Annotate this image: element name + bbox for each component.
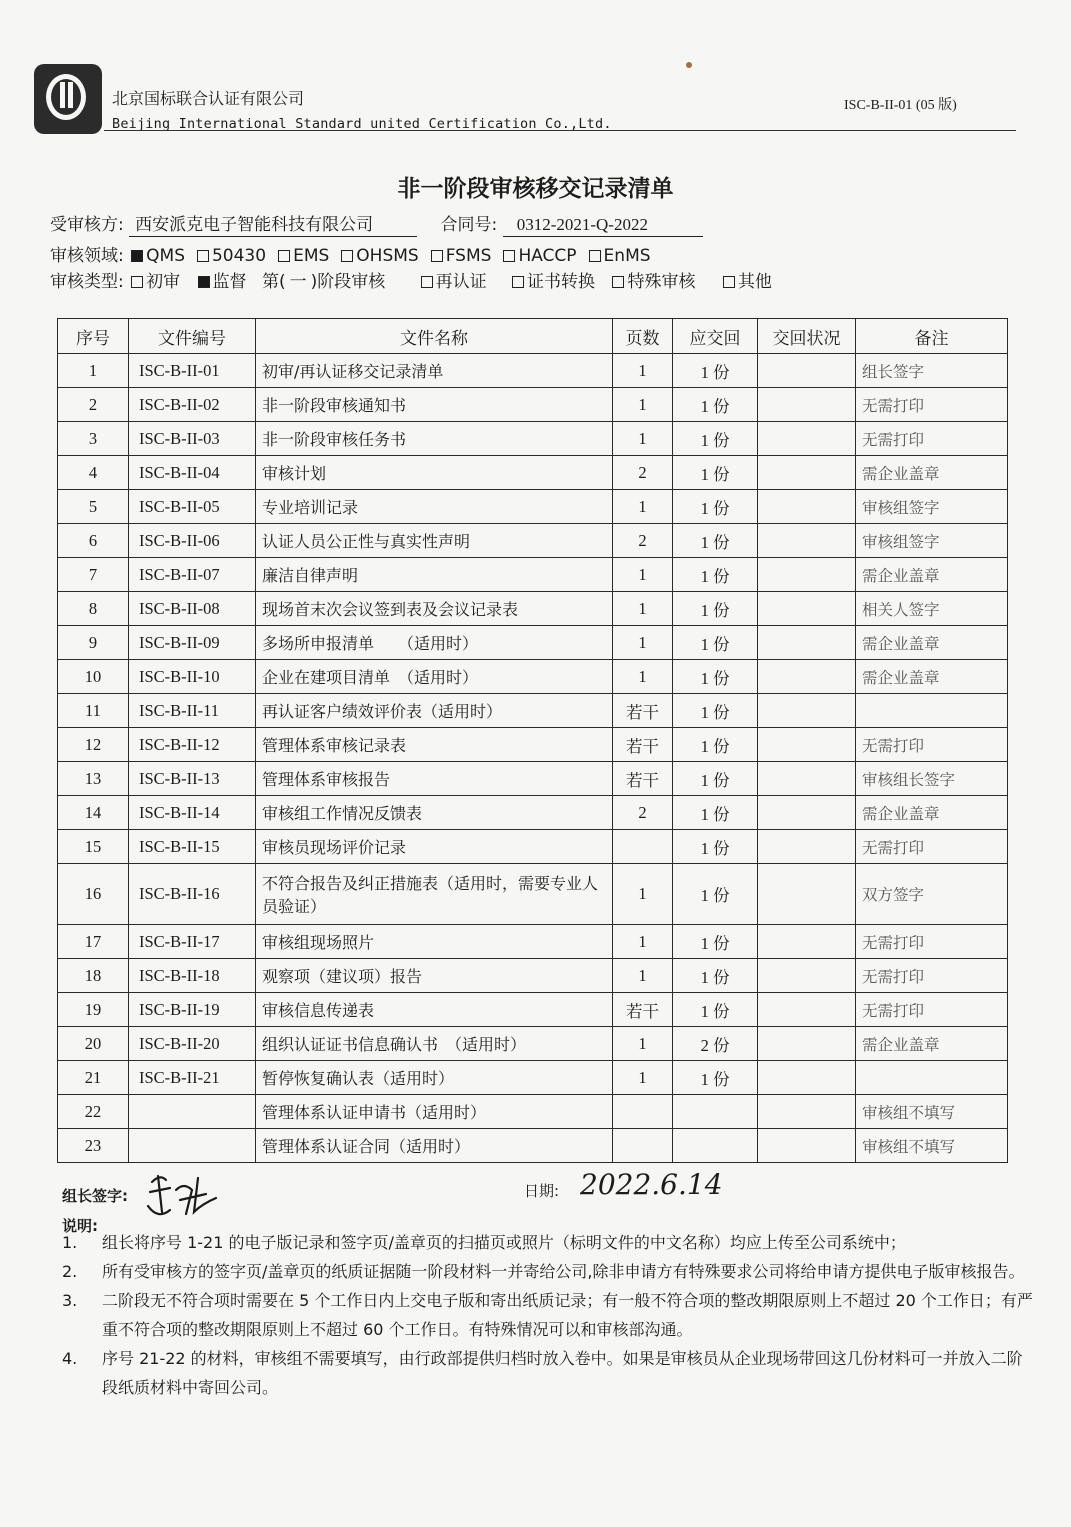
table-row xyxy=(58,864,1008,925)
cell-no: 10 xyxy=(58,660,129,694)
cell-name: 审核信息传递表 xyxy=(256,993,613,1027)
cell-status xyxy=(758,925,856,959)
cell-copies: 1 份 xyxy=(673,796,758,830)
cell-copies: 1 份 xyxy=(673,388,758,422)
cell-pages: 1 xyxy=(613,660,673,694)
cell-name: 管理体系审核记录表 xyxy=(256,728,613,762)
cell-status xyxy=(758,1027,856,1061)
cell-code: ISC-B-II-03 xyxy=(129,422,256,456)
cell-code: ISC-B-II-04 xyxy=(129,456,256,490)
other-label: 其他 xyxy=(737,272,772,292)
table-row xyxy=(58,456,1008,490)
cell-status xyxy=(758,694,856,728)
cell-name: 再认证客户绩效评价表（适用时） xyxy=(256,694,613,728)
cell-copies: 1 份 xyxy=(673,354,758,388)
cell-status xyxy=(758,959,856,993)
table-row xyxy=(58,558,1008,592)
cell-note: 无需打印 xyxy=(856,422,1008,456)
cell-copies: 1 份 xyxy=(673,925,758,959)
cell-note: 相关人签字 xyxy=(856,592,1008,626)
cell-name: 非一阶段审核通知书 xyxy=(256,388,613,422)
cell-pages: 1 xyxy=(613,558,673,592)
cell-status xyxy=(758,993,856,1027)
cell-pages: 若干 xyxy=(613,694,673,728)
cell-code: ISC-B-II-14 xyxy=(129,796,256,830)
domain-checkbox-ohsms[interactable] xyxy=(341,250,353,262)
cell-note: 无需打印 xyxy=(856,728,1008,762)
cell-copies: 1 份 xyxy=(673,524,758,558)
header-no: 序号 xyxy=(58,319,129,354)
cell-name: 专业培训记录 xyxy=(256,490,613,524)
domain-checkbox-qms[interactable] xyxy=(131,250,143,262)
cell-pages: 1 xyxy=(613,592,673,626)
cell-note: 审核组签字 xyxy=(856,524,1008,558)
cell-pages: 2 xyxy=(613,524,673,558)
domain-label-haccp: HACCP xyxy=(518,246,577,266)
cell-no: 18 xyxy=(58,959,129,993)
note-text: 二阶段无不符合项时需要在 5 个工作日内上交电子版和寄出纸质记录；有一般不符合项的整改期限原则上不超过 20 个工作日；有严重不符合项的整改期限原则上不超过 60 个工作日。有特殊情况可以和审核部沟通。 xyxy=(102,1291,1033,1339)
table-row xyxy=(58,925,1008,959)
cell-code: ISC-B-II-10 xyxy=(129,660,256,694)
cell-pages: 1 xyxy=(613,626,673,660)
leader-sign-label: 组长签字: xyxy=(62,1187,128,1205)
cell-status xyxy=(758,524,856,558)
domain-option-qms xyxy=(129,246,185,266)
cell-copies: 1 份 xyxy=(673,592,758,626)
header-note: 备注 xyxy=(856,319,1008,354)
table-row xyxy=(58,993,1008,1027)
cell-copies: 1 份 xyxy=(673,456,758,490)
domain-options xyxy=(129,246,660,266)
company-name-cn: 北京国标联合认证有限公司 xyxy=(112,89,305,108)
cell-note: 需企业盖章 xyxy=(856,626,1008,660)
stage-number: 一 xyxy=(289,272,307,292)
cell-name: 初审/再认证移交记录清单 xyxy=(256,354,613,388)
header-pages: 页数 xyxy=(613,319,673,354)
table-row xyxy=(58,490,1008,524)
cell-no: 21 xyxy=(58,1061,129,1095)
cell-name: 组织认证证书信息确认书 （适用时） xyxy=(256,1027,613,1061)
cell-code: ISC-B-II-07 xyxy=(129,558,256,592)
cell-no: 8 xyxy=(58,592,129,626)
cell-code: ISC-B-II-17 xyxy=(129,925,256,959)
cell-no: 4 xyxy=(58,456,129,490)
table-header-row xyxy=(58,319,1008,354)
cell-name: 不符合报告及纠正措施表（适用时，需要专业人员验证） xyxy=(256,864,613,925)
cell-name: 审核员现场评价记录 xyxy=(256,830,613,864)
cell-copies: 1 份 xyxy=(673,864,758,925)
cell-status xyxy=(758,1095,856,1129)
cell-note: 需企业盖章 xyxy=(856,660,1008,694)
cell-name: 审核组工作情况反馈表 xyxy=(256,796,613,830)
cell-note: 双方签字 xyxy=(856,864,1008,925)
domain-checkbox-enms[interactable] xyxy=(589,250,601,262)
header-status: 交回状况 xyxy=(758,319,856,354)
cell-code xyxy=(129,1129,256,1163)
table-row xyxy=(58,1129,1008,1163)
notes-label: 说明: xyxy=(62,1217,98,1235)
cell-pages: 1 xyxy=(613,1061,673,1095)
table-row xyxy=(58,728,1008,762)
cell-code: ISC-B-II-15 xyxy=(129,830,256,864)
cell-name: 多场所申报清单 （适用时） xyxy=(256,626,613,660)
cell-note: 需企业盖章 xyxy=(856,558,1008,592)
type-label: 审核类型: xyxy=(50,272,124,292)
domain-label-enms: EnMS xyxy=(603,246,651,266)
cell-name: 廉洁自律声明 xyxy=(256,558,613,592)
note-text: 所有受审核方的签字页/盖章页的纸质证据随一阶段材料一并寄给公司,除非申请方有特殊要求公司将给申请方提供电子版审核报告。 xyxy=(102,1262,1025,1281)
cell-copies: 1 份 xyxy=(673,993,758,1027)
cell-note: 审核组长签字 xyxy=(856,762,1008,796)
special-audit-label: 特殊审核 xyxy=(627,272,696,292)
cell-code: ISC-B-II-09 xyxy=(129,626,256,660)
cell-name: 观察项（建议项）报告 xyxy=(256,959,613,993)
cell-copies: 1 份 xyxy=(673,694,758,728)
cell-no: 22 xyxy=(58,1095,129,1129)
note-text: 序号 21-22 的材料，审核组不需要填写，由行政部提供归档时放入卷中。如果是审核员从企业现场带回这几份材料可一并放入二阶段纸质材料中寄回公司。 xyxy=(102,1349,1023,1397)
cell-status xyxy=(758,558,856,592)
cell-no: 16 xyxy=(58,864,129,925)
transfer-label: 证书转换 xyxy=(527,272,596,292)
cell-code: ISC-B-II-02 xyxy=(129,388,256,422)
leader-signature xyxy=(140,1160,230,1230)
note-number: 4. xyxy=(62,1349,78,1368)
cell-note: 审核组签字 xyxy=(856,490,1008,524)
cell-pages: 1 xyxy=(613,388,673,422)
cell-code: ISC-B-II-18 xyxy=(129,959,256,993)
domain-option-fsms xyxy=(429,246,492,266)
domain-label-ohsms: OHSMS xyxy=(356,246,419,266)
cell-no: 1 xyxy=(58,354,129,388)
cell-status xyxy=(758,422,856,456)
domain-option-50430 xyxy=(195,246,266,266)
cell-copies: 1 份 xyxy=(673,490,758,524)
table-row xyxy=(58,959,1008,993)
cell-pages: 若干 xyxy=(613,762,673,796)
cell-no: 17 xyxy=(58,925,129,959)
cell-pages: 若干 xyxy=(613,993,673,1027)
cell-code: ISC-B-II-05 xyxy=(129,490,256,524)
cell-note xyxy=(856,694,1008,728)
table-row xyxy=(58,1027,1008,1061)
initial-checkbox[interactable] xyxy=(131,276,143,288)
ink-spot xyxy=(686,62,692,68)
table-row xyxy=(58,660,1008,694)
cell-no: 20 xyxy=(58,1027,129,1061)
cell-name: 管理体系审核报告 xyxy=(256,762,613,796)
cell-note: 需企业盖章 xyxy=(856,1027,1008,1061)
cell-status xyxy=(758,762,856,796)
domain-label-ems: EMS xyxy=(293,246,330,266)
cell-no: 7 xyxy=(58,558,129,592)
cell-note: 审核组不填写 xyxy=(856,1129,1008,1163)
cell-code: ISC-B-II-13 xyxy=(129,762,256,796)
cell-pages xyxy=(613,830,673,864)
document-code: ISC-B-II-01 (05 版) xyxy=(844,98,957,113)
cell-copies: 2 份 xyxy=(673,1027,758,1061)
note-text: 组长将序号 1-21 的电子版记录和签字页/盖章页的扫描页或照片（标明文件的中文名称）均应上传至公司系统中； xyxy=(102,1233,906,1252)
cell-code: ISC-B-II-19 xyxy=(129,993,256,1027)
cell-note: 需企业盖章 xyxy=(856,796,1008,830)
cell-status xyxy=(758,796,856,830)
cell-note: 组长签字 xyxy=(856,354,1008,388)
cell-code: ISC-B-II-01 xyxy=(129,354,256,388)
header-code: 文件编号 xyxy=(129,319,256,354)
note-item xyxy=(62,1286,1037,1344)
company-name-en: Beijing International Standard united Certification Co.,Ltd. xyxy=(112,116,612,132)
table-row xyxy=(58,762,1008,796)
cell-status xyxy=(758,1061,856,1095)
note-number: 3. xyxy=(62,1291,78,1310)
domain-checkbox-fsms[interactable] xyxy=(431,250,443,262)
cell-name: 管理体系认证申请书（适用时） xyxy=(256,1095,613,1129)
table-row xyxy=(58,1095,1008,1129)
cell-copies: 1 份 xyxy=(673,626,758,660)
other-checkbox[interactable] xyxy=(723,276,735,288)
cell-name: 现场首末次会议签到表及会议记录表 xyxy=(256,592,613,626)
note-number: 1. xyxy=(62,1233,78,1252)
cell-pages: 2 xyxy=(613,796,673,830)
cell-no: 15 xyxy=(58,830,129,864)
cell-no: 2 xyxy=(58,388,129,422)
cell-code: ISC-B-II-21 xyxy=(129,1061,256,1095)
cell-no: 14 xyxy=(58,796,129,830)
company-logo xyxy=(34,64,102,134)
cell-copies: 1 份 xyxy=(673,558,758,592)
cell-pages: 1 xyxy=(613,959,673,993)
note-number: 2. xyxy=(62,1262,78,1281)
cell-name: 管理体系认证合同（适用时） xyxy=(256,1129,613,1163)
cell-name: 认证人员公正性与真实性声明 xyxy=(256,524,613,558)
cell-name: 企业在建项目清单 （适用时） xyxy=(256,660,613,694)
cell-note: 无需打印 xyxy=(856,993,1008,1027)
table-row xyxy=(58,592,1008,626)
transfer-checkbox[interactable] xyxy=(512,276,524,288)
cell-no: 23 xyxy=(58,1129,129,1163)
cell-status xyxy=(758,728,856,762)
cell-pages: 2 xyxy=(613,456,673,490)
domain-option-ems xyxy=(276,246,329,266)
date-value: 2022.6.14 xyxy=(580,1168,723,1201)
cell-code: ISC-B-II-16 xyxy=(129,864,256,925)
cell-no: 6 xyxy=(58,524,129,558)
cell-copies: 1 份 xyxy=(673,422,758,456)
cell-pages: 1 xyxy=(613,1027,673,1061)
cell-pages: 1 xyxy=(613,925,673,959)
special-audit-checkbox[interactable] xyxy=(612,276,624,288)
cell-copies: 1 份 xyxy=(673,959,758,993)
domain-label-50430: 50430 xyxy=(211,246,267,266)
cell-note: 无需打印 xyxy=(856,388,1008,422)
cell-no: 12 xyxy=(58,728,129,762)
auditee-label: 受审核方: xyxy=(50,215,124,235)
cell-copies: 1 份 xyxy=(673,830,758,864)
domain-option-enms xyxy=(587,246,651,266)
note-item xyxy=(62,1228,1037,1257)
table-row xyxy=(58,354,1008,388)
header-name: 文件名称 xyxy=(256,319,613,354)
cell-no: 3 xyxy=(58,422,129,456)
cell-name: 审核计划 xyxy=(256,456,613,490)
domain-label: 审核领域: xyxy=(50,246,124,266)
domain-checkbox-ems[interactable] xyxy=(278,250,290,262)
cell-code: ISC-B-II-12 xyxy=(129,728,256,762)
cell-status xyxy=(758,626,856,660)
surveillance-checkbox[interactable] xyxy=(198,276,210,288)
stage-prefix: 第( xyxy=(261,272,286,292)
cell-pages: 若干 xyxy=(613,728,673,762)
initial-label: 初审 xyxy=(146,272,181,292)
table-row xyxy=(58,422,1008,456)
cell-note: 无需打印 xyxy=(856,830,1008,864)
cell-status xyxy=(758,830,856,864)
cell-note: 无需打印 xyxy=(856,925,1008,959)
cell-name: 暂停恢复确认表（适用时） xyxy=(256,1061,613,1095)
cell-status xyxy=(758,592,856,626)
cell-copies xyxy=(673,1095,758,1129)
cell-status xyxy=(758,388,856,422)
cell-status xyxy=(758,660,856,694)
domain-checkbox-50430[interactable] xyxy=(197,250,209,262)
cell-pages: 1 xyxy=(613,422,673,456)
table-row xyxy=(58,1061,1008,1095)
cell-pages: 1 xyxy=(613,490,673,524)
note-item xyxy=(62,1344,1037,1402)
header-copies: 应交回 xyxy=(673,319,758,354)
domain-option-ohsms xyxy=(339,246,418,266)
cell-code: ISC-B-II-11 xyxy=(129,694,256,728)
domain-label-fsms: FSMS xyxy=(445,246,492,266)
table-row xyxy=(58,626,1008,660)
cell-no: 13 xyxy=(58,762,129,796)
cell-code: ISC-B-II-08 xyxy=(129,592,256,626)
cell-code xyxy=(129,1095,256,1129)
note-item xyxy=(62,1257,1037,1286)
cell-copies: 1 份 xyxy=(673,660,758,694)
cell-name: 非一阶段审核任务书 xyxy=(256,422,613,456)
recert-label: 再认证 xyxy=(435,272,487,292)
cell-status xyxy=(758,456,856,490)
cell-note xyxy=(856,1061,1008,1095)
cell-copies xyxy=(673,1129,758,1163)
domain-label-qms: QMS xyxy=(146,246,185,266)
cell-no: 5 xyxy=(58,490,129,524)
cell-copies: 1 份 xyxy=(673,728,758,762)
contract-label: 合同号: xyxy=(440,215,498,235)
surveillance-label: 监督 xyxy=(212,272,247,292)
domain-option-haccp xyxy=(501,246,576,266)
audit-type-line xyxy=(50,267,782,292)
cell-code: ISC-B-II-20 xyxy=(129,1027,256,1061)
cell-status xyxy=(758,1129,856,1163)
cell-note: 审核组不填写 xyxy=(856,1095,1008,1129)
date-label: 日期: xyxy=(524,1182,560,1200)
cell-pages xyxy=(613,1095,673,1129)
table-row xyxy=(58,694,1008,728)
cell-status xyxy=(758,490,856,524)
page-title: 非一阶段审核移交记录清单 xyxy=(397,176,674,202)
domain-checkbox-haccp[interactable] xyxy=(503,250,515,262)
header-divider xyxy=(104,130,1016,131)
cell-copies: 1 份 xyxy=(673,1061,758,1095)
cell-pages xyxy=(613,1129,673,1163)
transfer-record-table xyxy=(57,318,1008,1163)
table-row xyxy=(58,830,1008,864)
cell-name: 审核组现场照片 xyxy=(256,925,613,959)
stage-suffix: )阶段审核 xyxy=(310,272,386,292)
recert-checkbox[interactable] xyxy=(421,276,433,288)
cell-status xyxy=(758,354,856,388)
table-row xyxy=(58,796,1008,830)
table-row xyxy=(58,388,1008,422)
cell-note: 无需打印 xyxy=(856,959,1008,993)
cell-no: 19 xyxy=(58,993,129,1027)
contract-value: 0312-2021-Q-2022 xyxy=(503,215,703,237)
auditee-line xyxy=(50,210,703,237)
cell-status xyxy=(758,864,856,925)
cell-pages: 1 xyxy=(613,354,673,388)
cell-no: 9 xyxy=(58,626,129,660)
notes-list xyxy=(62,1228,1037,1402)
cell-copies: 1 份 xyxy=(673,762,758,796)
table-row xyxy=(58,524,1008,558)
audit-domain-line xyxy=(50,241,661,266)
cell-pages: 1 xyxy=(613,864,673,925)
auditee-value: 西安派克电子智能科技有限公司 xyxy=(129,210,417,237)
cell-note: 需企业盖章 xyxy=(856,456,1008,490)
cell-no: 11 xyxy=(58,694,129,728)
cell-code: ISC-B-II-06 xyxy=(129,524,256,558)
